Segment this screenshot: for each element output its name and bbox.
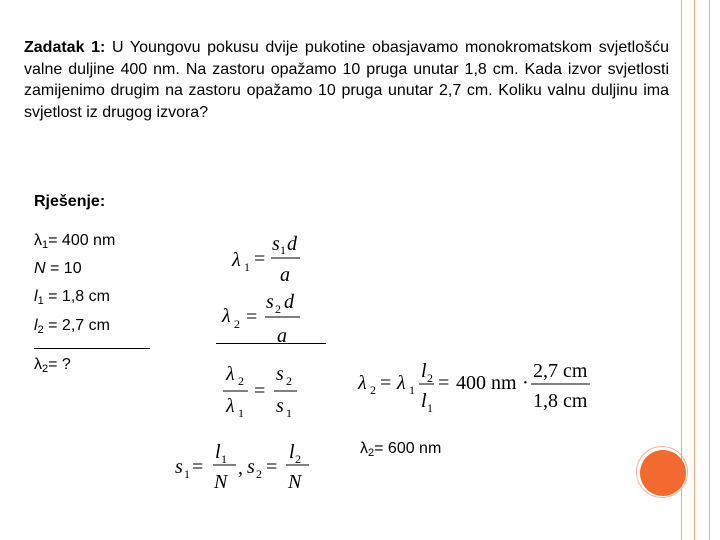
equation-calculation (357, 360, 590, 415)
svg-text:2: 2 (370, 383, 376, 397)
svg-text:s: s (276, 395, 284, 417)
svg-text:1: 1 (184, 467, 190, 481)
svg-text:s: s (175, 456, 183, 478)
solution-title: Rješenje: (34, 193, 106, 210)
svg-text:=: = (246, 306, 258, 328)
svg-text:s: s (276, 363, 284, 385)
svg-text:λ: λ (226, 363, 235, 385)
equation-ratio (223, 363, 297, 420)
svg-text:2: 2 (275, 302, 281, 316)
svg-text:,: , (238, 457, 243, 479)
svg-text:λ: λ (226, 395, 235, 417)
equation-lambda2 (221, 291, 300, 347)
svg-text:1: 1 (238, 406, 244, 420)
problem-text: U Youngovu pokusu dvije pukotine obasjavamo monokromatskom svjetlošću valne duljine 400 nm. Na zastoru opažamo 10 pruga unutar 1,8 cm. Kada izvor svjetlosti zamijenimo drugim na zastoru opažamo 10 pruga unutar 2,7 cm. Koliku valnu duljinu ima svjetlost iz drugog izvora? (24, 39, 670, 121)
svg-text:N: N (288, 471, 302, 493)
svg-text:2: 2 (286, 374, 292, 388)
svg-text:λ: λ (358, 372, 367, 394)
svg-text:s: s (247, 456, 255, 478)
svg-text:λ: λ (397, 372, 406, 394)
svg-text:a: a (277, 325, 287, 347)
svg-text:=: = (438, 372, 450, 394)
svg-text:1,8 cm: 1,8 cm (533, 390, 588, 412)
svg-text:d: d (287, 233, 297, 255)
svg-text:1: 1 (409, 383, 415, 397)
given-l1: $l_1 = 1,8$ cm (34, 288, 110, 307)
given-lambda1: $\lambda_1= 400$ nm (34, 232, 116, 251)
svg-text:1: 1 (244, 260, 250, 274)
given-N: N = 10 (34, 260, 82, 277)
svg-text:400 nm: 400 nm (456, 372, 517, 394)
svg-text:1: 1 (427, 401, 433, 415)
svg-text:·: · (522, 372, 529, 394)
svg-text:s: s (272, 233, 280, 255)
svg-text:λ: λ (222, 305, 231, 327)
svg-text:l: l (215, 441, 221, 463)
svg-text:2: 2 (295, 452, 301, 466)
svg-text:s: s (266, 291, 274, 313)
svg-text:2,7 cm: 2,7 cm (533, 360, 588, 382)
svg-text:d: d (284, 291, 294, 313)
unknown-lambda2: $\lambda_2=$ ? (34, 356, 71, 375)
equation-s-definitions (175, 441, 309, 493)
svg-text:1: 1 (221, 452, 227, 466)
svg-text:2: 2 (427, 371, 433, 385)
svg-text:2: 2 (256, 467, 262, 481)
svg-text:l: l (421, 360, 427, 382)
svg-text:2: 2 (234, 317, 240, 331)
svg-text:=: = (254, 380, 266, 402)
svg-text:=: = (254, 248, 266, 270)
svg-text:1: 1 (280, 243, 286, 257)
problem-label: Zadatak 1: (24, 39, 106, 56)
equation-lambda1 (231, 233, 300, 286)
svg-text:=: = (192, 456, 204, 478)
given-l2: $l_2 = 2,7$ cm (34, 317, 110, 336)
svg-text:2: 2 (238, 374, 244, 388)
svg-text:1: 1 (286, 406, 292, 420)
svg-text:λ: λ (232, 249, 241, 271)
svg-text:N: N (214, 471, 228, 493)
svg-text:l: l (289, 441, 295, 463)
svg-text:a: a (280, 264, 290, 286)
svg-text:=: = (380, 372, 392, 394)
svg-text:l: l (421, 390, 427, 412)
svg-text:=: = (266, 456, 278, 478)
final-answer: $\lambda_2= 600$ nm (360, 440, 442, 459)
